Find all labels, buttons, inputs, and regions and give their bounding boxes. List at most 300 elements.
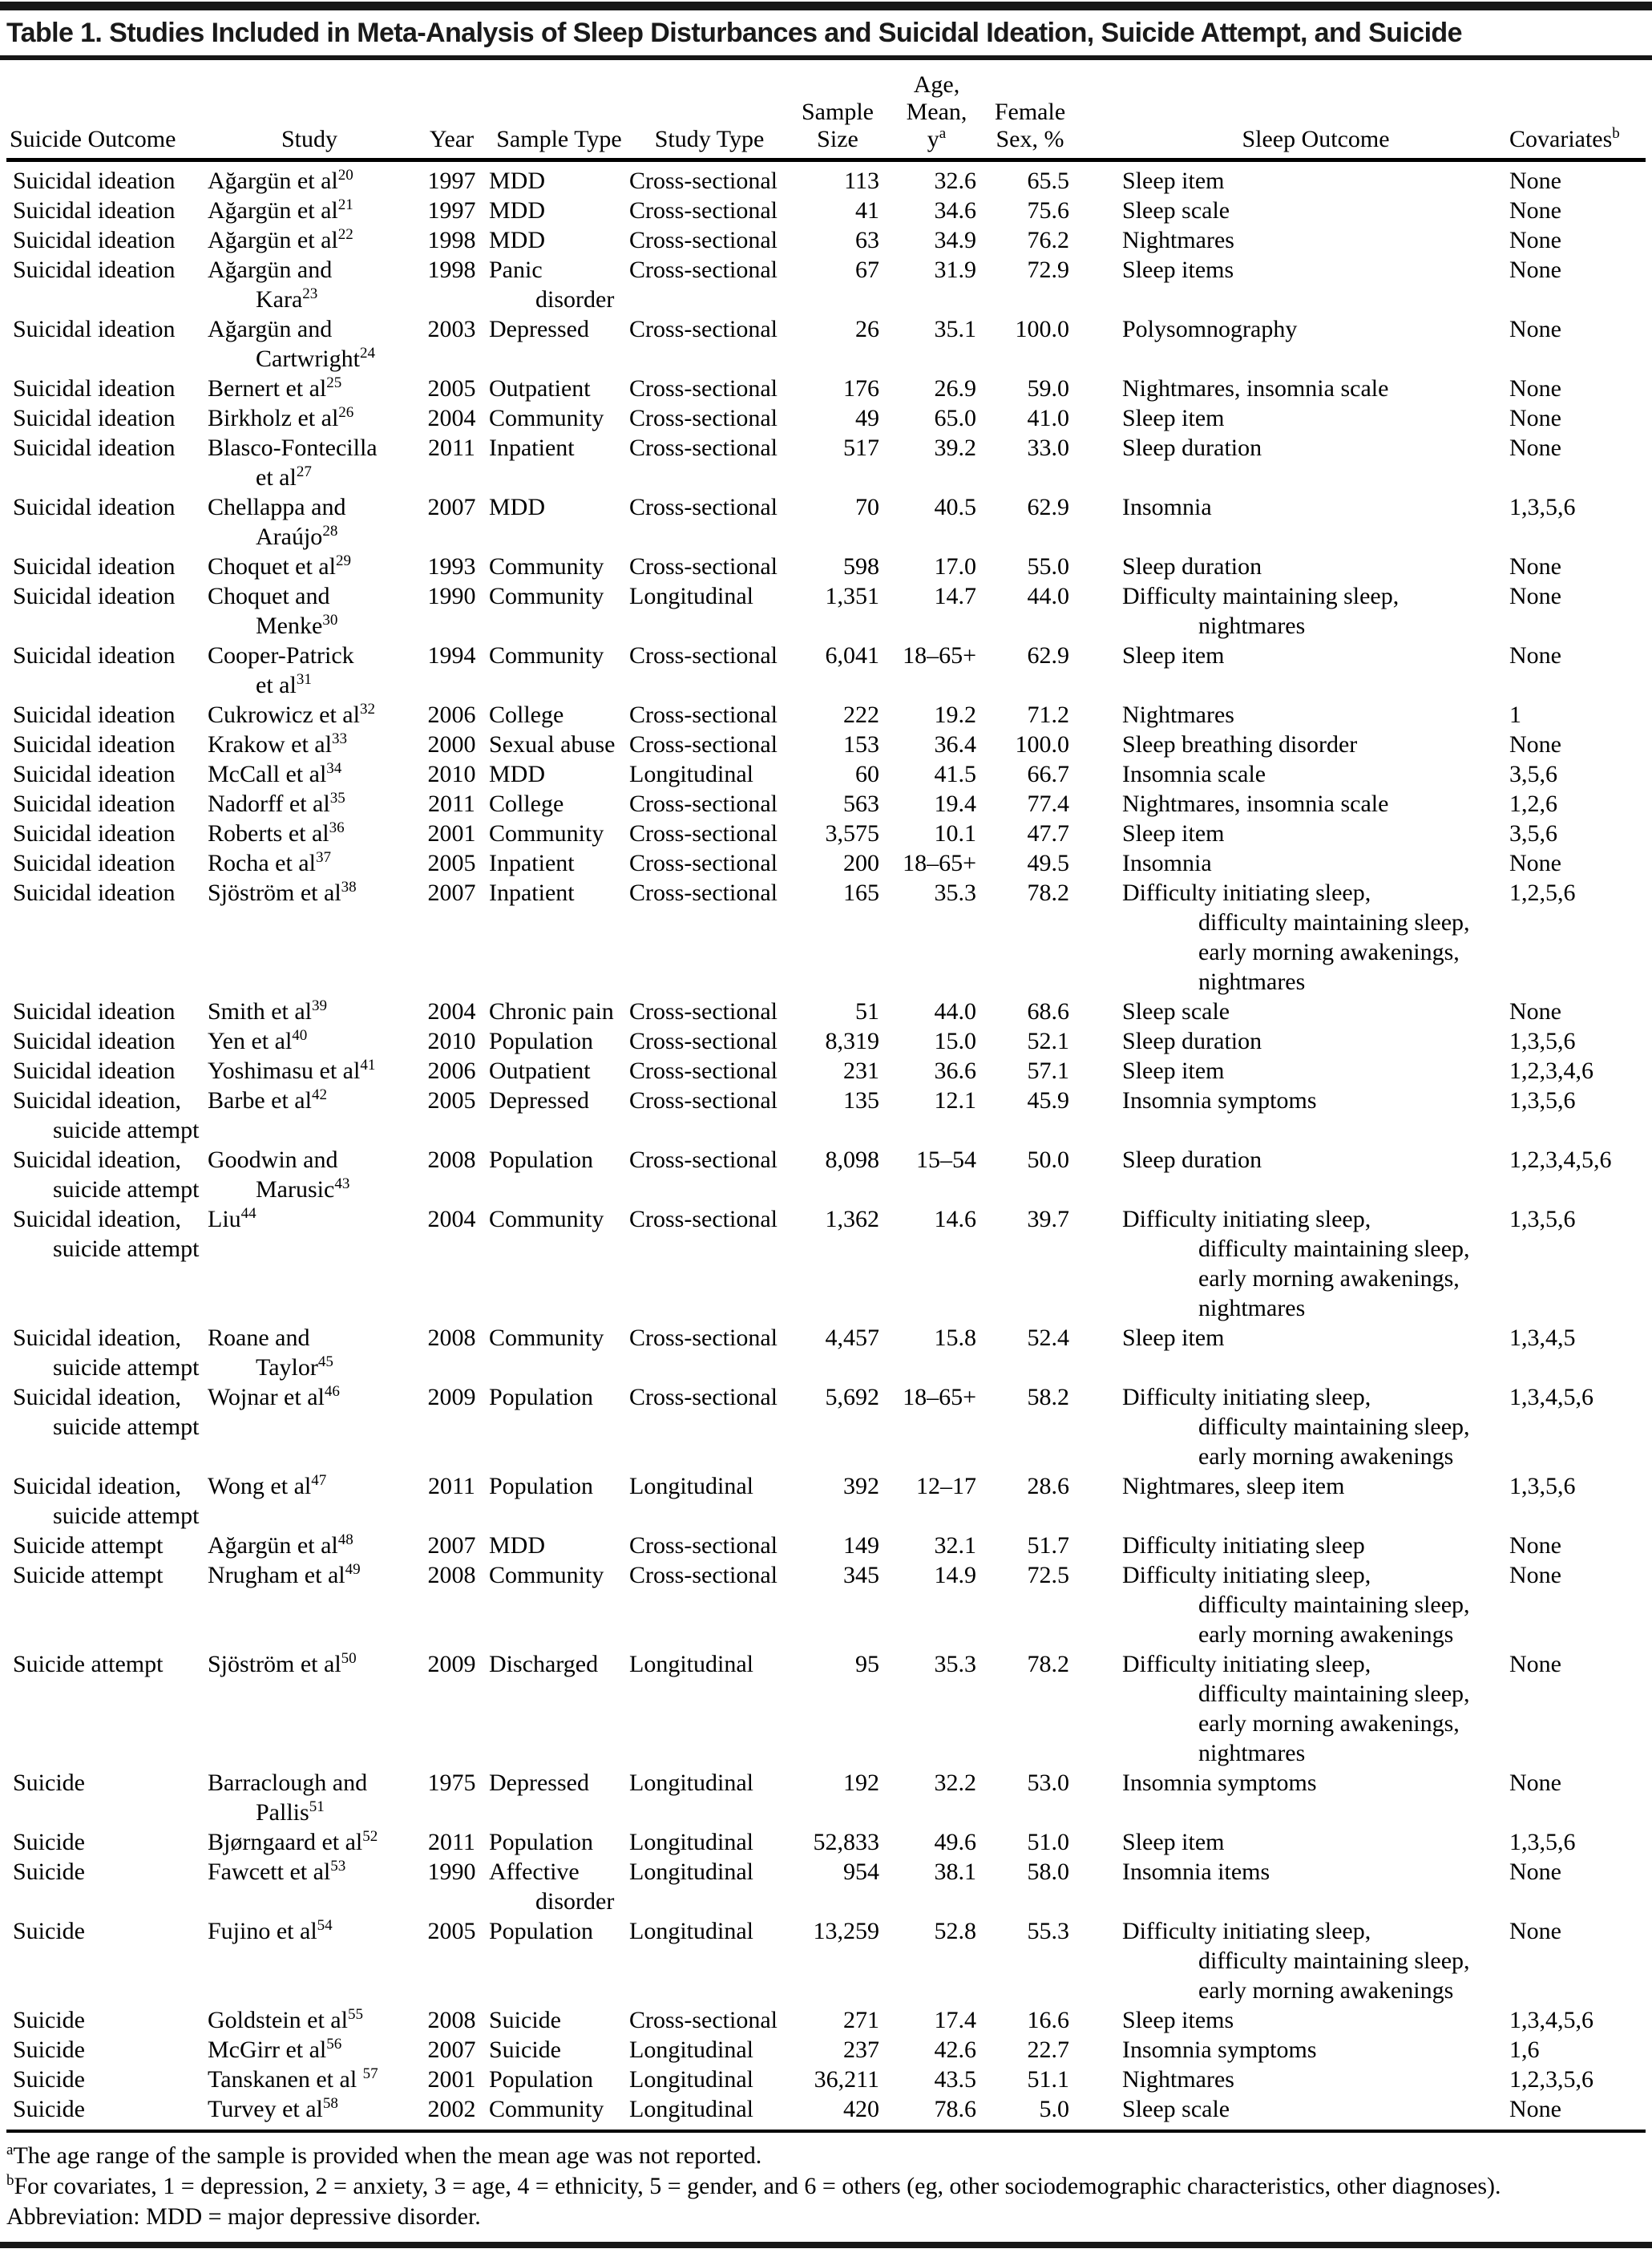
cell-study: Yen et $al^{40}$ xyxy=(208,1027,308,1054)
cell-covariates: None xyxy=(1509,642,1561,669)
cell-sample_type: Community xyxy=(489,642,604,669)
cell-sample_type: Population xyxy=(489,1147,594,1173)
cell-sleep_outcome: Sleep item xyxy=(1122,405,1225,431)
superscript: 23 xyxy=(302,285,318,302)
superscript: b xyxy=(1612,125,1620,142)
cell-year: 2005 xyxy=(427,375,476,402)
cell-sample_type: Community xyxy=(489,1325,604,1351)
cell-sleep_outcome: Sleep duration xyxy=(1122,553,1262,580)
cell-year: 1994 xyxy=(427,642,476,669)
cell-study: Goldstein et $al^{55}$ xyxy=(208,2006,363,2033)
table-row xyxy=(6,1857,1646,1916)
cell-sleep_outcome: Nightmares, insomnia scale xyxy=(1122,791,1389,817)
cell-covariates: None xyxy=(1509,1859,1561,1885)
cell-female_pct: 65.5 xyxy=(1027,168,1069,194)
table-row xyxy=(6,1323,1646,1382)
cell-study_type: Longitudinal xyxy=(629,1651,753,1677)
cell-age: 18–65+ xyxy=(903,642,976,669)
superscript: 30 xyxy=(322,612,338,629)
cell-covariates: 1,2,3,5,6 xyxy=(1509,2066,1593,2093)
table-row xyxy=(6,160,1646,196)
cell-female_pct: 57.1 xyxy=(1027,1058,1069,1084)
cell-female_pct: 75.6 xyxy=(1027,197,1069,224)
superscript: 43 xyxy=(334,1175,350,1192)
cell-year: 2011 xyxy=(428,435,475,461)
cell-outcome: Suicidal ideation xyxy=(13,583,176,609)
cell-sleep_outcome: Insomnia symptoms xyxy=(1122,2037,1317,2063)
cell-female_pct: 78.2 xyxy=(1027,1651,1069,1677)
cell-sleep_outcome: Sleep duration xyxy=(1122,435,1262,461)
cell-sample_size: 420 xyxy=(843,2096,879,2122)
cell-sample_size: 26 xyxy=(855,316,879,342)
cell-study_type: Longitudinal xyxy=(629,2096,753,2122)
cell-year: 1990 xyxy=(427,1859,476,1885)
cell-year: 1997 xyxy=(427,197,476,224)
cell-age: 26.9 xyxy=(934,375,976,402)
cell-sample_size: 517 xyxy=(843,435,879,461)
superscript: 31 xyxy=(296,671,312,688)
cell-age: 40.5 xyxy=(934,494,976,520)
cell-covariates: 1,2,5,6 xyxy=(1509,880,1576,906)
cell-outcome: Suicidal ideation xyxy=(13,761,176,787)
cell-age: 17.4 xyxy=(934,2007,976,2033)
table-row xyxy=(6,730,1646,759)
cell-outcome: Suicidal ideation xyxy=(13,791,176,817)
superscript: 37 xyxy=(315,849,331,866)
superscript: b xyxy=(6,2172,14,2189)
cell-sleep_outcome: Sleep item xyxy=(1122,820,1225,847)
cell-year: 2001 xyxy=(427,820,476,847)
cell-female_pct: 62.9 xyxy=(1027,642,1069,669)
superscript: 34 xyxy=(326,760,342,777)
superscript: 49 xyxy=(345,1561,361,1578)
cell-sample_type: Population xyxy=(489,2066,594,2093)
cell-study_type: Cross-sectional xyxy=(629,2007,778,2033)
superscript: 40 xyxy=(292,1027,308,1044)
cell-study_type: Cross-sectional xyxy=(629,642,778,669)
cell-sample_type: MDD xyxy=(489,197,546,224)
cell-study: Nadorff et $al^{35}$ xyxy=(208,790,345,817)
superscript: 22 xyxy=(337,226,353,243)
cell-study_type: Cross-sectional xyxy=(629,1325,778,1351)
cell-sleep_outcome: Sleep scale xyxy=(1122,998,1230,1025)
cell-female_pct: 100.0 xyxy=(1015,316,1069,342)
cell-study: Bernert et $al^{25}$ xyxy=(208,374,342,402)
table-row xyxy=(6,1056,1646,1086)
table-row xyxy=(6,2094,1646,2131)
cell-study: Ağargün et $al^{22}$ xyxy=(208,226,353,253)
cell-female_pct: 72.5 xyxy=(1027,1562,1069,1588)
cell-sample_size: 392 xyxy=(843,1473,879,1499)
cell-age: 35.3 xyxy=(934,1651,976,1677)
cell-female_pct: 100.0 xyxy=(1015,731,1069,758)
cell-sleep_outcome: Sleep item xyxy=(1122,168,1225,194)
cell-sample_type: Community xyxy=(489,553,604,580)
cell-age: 78.6 xyxy=(934,2096,976,2122)
cell-year: 2011 xyxy=(428,1473,475,1499)
cell-study_type: Cross-sectional xyxy=(629,1087,778,1114)
cell-outcome: Suicidal ideation xyxy=(13,850,176,876)
cell-study_type: Cross-sectional xyxy=(629,998,778,1025)
cell-sample_type: Community xyxy=(489,820,604,847)
table-row xyxy=(6,2035,1646,2065)
table-row xyxy=(6,819,1646,848)
cell-sleep_outcome: Difficulty initiating sleep, difficulty maintaining sleep, early morning awakenings, nightmares xyxy=(1122,1206,1470,1321)
cell-study_type: Cross-sectional xyxy=(629,702,778,728)
table-row xyxy=(6,552,1646,581)
cell-age: 10.1 xyxy=(934,820,976,847)
cell-covariates: None xyxy=(1509,168,1561,194)
cell-covariates: 3,5,6 xyxy=(1509,761,1557,787)
cell-study_type: Longitudinal xyxy=(629,1473,753,1499)
cell-sample_type: Suicide xyxy=(489,2007,561,2033)
cell-age: 19.4 xyxy=(934,791,976,817)
cell-sample_size: 3,575 xyxy=(825,820,879,847)
cell-study: Goodwin and Marusic$^{43}$ xyxy=(208,1147,350,1203)
superscript: 24 xyxy=(359,345,375,362)
cell-age: 18–65+ xyxy=(903,1384,976,1410)
cell-study_type: Cross-sectional xyxy=(629,375,778,402)
cell-study_type: Longitudinal xyxy=(629,583,753,609)
cell-female_pct: 72.9 xyxy=(1027,257,1069,283)
cell-sample_size: 95 xyxy=(855,1651,879,1677)
superscript: a xyxy=(6,2142,14,2158)
superscript: 42 xyxy=(311,1086,327,1103)
cell-female_pct: 68.6 xyxy=(1027,998,1069,1025)
cell-year: 2007 xyxy=(427,880,476,906)
column-header-sample_size: Sample Size xyxy=(790,60,886,160)
cell-outcome: Suicide attempt xyxy=(13,1562,164,1588)
cell-study: Ağargün and Kara$^{23}$ xyxy=(208,257,333,313)
cell-sleep_outcome: Insomnia xyxy=(1122,494,1212,520)
superscript: 45 xyxy=(317,1353,333,1370)
table-row xyxy=(6,374,1646,403)
cell-study: Blasco-Fontecilla et $al^{27}$ xyxy=(208,435,378,491)
cell-sample_size: 237 xyxy=(843,2037,879,2063)
cell-sleep_outcome: Nightmares xyxy=(1122,2066,1234,2093)
cell-female_pct: 41.0 xyxy=(1027,405,1069,431)
table-row xyxy=(6,433,1646,492)
cell-age: 12–17 xyxy=(916,1473,976,1499)
table-row xyxy=(6,1768,1646,1827)
superscript: 52 xyxy=(362,1828,378,1845)
cell-sample_size: 149 xyxy=(843,1532,879,1559)
cell-study_type: Cross-sectional xyxy=(629,1384,778,1410)
cell-year: 2000 xyxy=(427,731,476,758)
cell-female_pct: 52.1 xyxy=(1027,1028,1069,1054)
cell-sample_size: 222 xyxy=(843,702,879,728)
cell-covariates: None xyxy=(1509,227,1561,253)
cell-study_type: Cross-sectional xyxy=(629,227,778,253)
cell-study_type: Cross-sectional xyxy=(629,553,778,580)
cell-sample_size: 60 xyxy=(855,761,879,787)
cell-sample_type: Community xyxy=(489,405,604,431)
cell-covariates: None xyxy=(1509,998,1561,1025)
cell-sample_type: Community xyxy=(489,583,604,609)
cell-female_pct: 5.0 xyxy=(1039,2096,1069,2122)
superscript: 56 xyxy=(326,2036,342,2053)
cell-sample_size: 200 xyxy=(843,850,879,876)
cell-sample_size: 598 xyxy=(843,553,879,580)
cell-covariates: 1,3,4,5,6 xyxy=(1509,2007,1593,2033)
table-row xyxy=(6,225,1646,255)
superscript: 32 xyxy=(359,701,375,718)
table-row xyxy=(6,314,1646,374)
table-row xyxy=(6,1471,1646,1531)
cell-sample_size: 36,211 xyxy=(814,2066,879,2093)
cell-female_pct: 78.2 xyxy=(1027,880,1069,906)
cell-sample_size: 70 xyxy=(855,494,879,520)
cell-sample_type: MDD xyxy=(489,761,546,787)
cell-covariates: None xyxy=(1509,405,1561,431)
cell-age: 15–54 xyxy=(916,1147,976,1173)
cell-study_type: Cross-sectional xyxy=(629,880,778,906)
cell-age: 42.6 xyxy=(934,2037,976,2063)
table-row xyxy=(6,581,1646,641)
table-row xyxy=(6,492,1646,552)
footnote: $^a$The age range of the sample is provided when the mean age was not reported. xyxy=(6,2142,762,2169)
cell-age: 34.9 xyxy=(934,227,976,253)
cell-year: 1998 xyxy=(427,227,476,253)
cell-sleep_outcome: Insomnia xyxy=(1122,850,1212,876)
cell-outcome: Suicide xyxy=(13,1859,85,1885)
table-row xyxy=(6,878,1646,997)
cell-sample_size: 8,319 xyxy=(825,1028,879,1054)
table-row xyxy=(6,196,1646,225)
cell-sample_size: 52,833 xyxy=(813,1829,879,1855)
superscript: a xyxy=(939,125,947,142)
superscript: 46 xyxy=(324,1383,340,1400)
cell-sleep_outcome: Difficulty initiating sleep, difficulty maintaining sleep, early morning awakenings xyxy=(1122,1384,1470,1470)
cell-sleep_outcome: Polysomnography xyxy=(1122,316,1298,342)
cell-study: Ağargün and Cartwright$^{24}$ xyxy=(208,316,375,372)
cell-age: 41.5 xyxy=(934,761,976,787)
cell-sample_type: Affective disorder xyxy=(489,1859,615,1915)
superscript: 20 xyxy=(337,167,353,184)
cell-sample_type: Depressed xyxy=(489,1087,589,1114)
cell-sleep_outcome: Sleep item xyxy=(1122,642,1225,669)
cell-age: 36.6 xyxy=(934,1058,976,1084)
cell-year: 2004 xyxy=(427,1206,476,1232)
cell-sample_size: 8,098 xyxy=(825,1147,879,1173)
cell-female_pct: 44.0 xyxy=(1027,583,1069,609)
cell-sleep_outcome: Sleep item xyxy=(1122,1325,1225,1351)
cell-year: 2005 xyxy=(427,850,476,876)
cell-study_type: Longitudinal xyxy=(629,2037,753,2063)
cell-outcome: Suicidal ideation, suicide attempt xyxy=(13,1206,200,1262)
superscript: 50 xyxy=(341,1650,357,1667)
column-header-sample_type: Sample Type xyxy=(489,60,629,160)
cell-age: 38.1 xyxy=(934,1859,976,1885)
cell-sleep_outcome: Insomnia items xyxy=(1122,1859,1270,1885)
superscript: 29 xyxy=(335,552,351,569)
cell-sleep_outcome: Nightmares xyxy=(1122,702,1234,728)
cell-sample_size: 135 xyxy=(843,1087,879,1114)
cell-sample_size: 13,259 xyxy=(813,1918,879,1944)
table-row xyxy=(6,848,1646,878)
superscript: 33 xyxy=(331,730,347,747)
cell-study: Choquet and Menke$^{30}$ xyxy=(208,583,338,639)
cell-covariates: None xyxy=(1509,435,1561,461)
cell-covariates: 3,5,6 xyxy=(1509,820,1557,847)
cell-age: 36.4 xyxy=(934,731,976,758)
cell-age: 15.0 xyxy=(934,1028,976,1054)
cell-age: 12.1 xyxy=(934,1087,976,1114)
cell-outcome: Suicide xyxy=(13,1770,85,1796)
cell-sample_size: 67 xyxy=(855,257,879,283)
cell-sleep_outcome: Nightmares, sleep item xyxy=(1122,1473,1345,1499)
cell-study_type: Cross-sectional xyxy=(629,1147,778,1173)
cell-age: 31.9 xyxy=(934,257,976,283)
cell-year: 2008 xyxy=(427,1147,476,1173)
cell-female_pct: 76.2 xyxy=(1027,227,1069,253)
cell-age: 52.8 xyxy=(934,1918,976,1944)
cell-study: McCall et $al^{34}$ xyxy=(208,760,342,787)
table-row xyxy=(6,1560,1646,1649)
cell-sample_size: 49 xyxy=(855,405,879,431)
header-row xyxy=(6,60,1646,160)
table-row xyxy=(6,255,1646,314)
cell-covariates: None xyxy=(1509,257,1561,283)
cell-sample_size: 176 xyxy=(843,375,879,402)
cell-covariates: None xyxy=(1509,197,1561,224)
cell-sample_size: 1,362 xyxy=(825,1206,879,1232)
column-header-outcome: Suicide Outcome xyxy=(6,60,204,160)
cell-study: Roberts et $al^{36}$ xyxy=(208,819,345,847)
cell-sample_type: Discharged xyxy=(489,1651,599,1677)
cell-study: Smith et $al^{39}$ xyxy=(208,997,327,1025)
column-header-year: Year xyxy=(414,60,489,160)
cell-study: Choquet et $al^{29}$ xyxy=(208,552,351,580)
table-body xyxy=(6,160,1646,2132)
cell-sample_type: Outpatient xyxy=(489,1058,591,1084)
superscript: 27 xyxy=(296,463,312,480)
cell-age: 14.6 xyxy=(934,1206,976,1232)
cell-study_type: Cross-sectional xyxy=(629,435,778,461)
cell-covariates: 1,3,5,6 xyxy=(1509,494,1576,520)
cell-study: Cooper-Patrick et $al^{31}$ xyxy=(208,642,354,698)
cell-study: Yoshimasu et $al^{41}$ xyxy=(208,1057,376,1084)
cell-outcome: Suicidal ideation xyxy=(13,820,176,847)
cell-age: 14.7 xyxy=(934,583,976,609)
cell-age: 34.6 xyxy=(934,197,976,224)
cell-sample_type: Inpatient xyxy=(489,850,575,876)
cell-covariates: None xyxy=(1509,850,1561,876)
cell-outcome: Suicidal ideation xyxy=(13,257,176,283)
cell-sleep_outcome: Sleep item xyxy=(1122,1829,1225,1855)
cell-covariates: 1 xyxy=(1509,702,1521,728)
cell-year: 2004 xyxy=(427,405,476,431)
cell-study_type: Longitudinal xyxy=(629,1859,753,1885)
cell-study: Barbe et $al^{42}$ xyxy=(208,1086,327,1114)
cell-age: 32.1 xyxy=(934,1532,976,1559)
cell-study: Liu$^{44}$ xyxy=(208,1205,256,1232)
cell-study: Ağargün et $al^{20}$ xyxy=(208,167,353,194)
table-row xyxy=(6,1204,1646,1323)
cell-sample_size: 4,457 xyxy=(825,1325,879,1351)
cell-sample_size: 5,692 xyxy=(825,1384,879,1410)
cell-outcome: Suicidal ideation xyxy=(13,880,176,906)
cell-sample_size: 231 xyxy=(843,1058,879,1084)
cell-year: 2009 xyxy=(427,1384,476,1410)
table-title: Table 1. Studies Included in Meta-Analysis of Sleep Disturbances and Suicidal Ideation, Suicide Attempt, and Suicide xyxy=(6,18,1462,48)
cell-study_type: Cross-sectional xyxy=(629,405,778,431)
cell-age: 43.5 xyxy=(934,2066,976,2093)
cell-sample_size: 954 xyxy=(843,1859,879,1885)
cell-year: 1997 xyxy=(427,168,476,194)
column-header-female_pct: Female Sex, % xyxy=(988,60,1072,160)
superscript: 41 xyxy=(360,1057,376,1074)
cell-study_type: Cross-sectional xyxy=(629,316,778,342)
cell-sample_size: 153 xyxy=(843,731,879,758)
cell-sleep_outcome: Difficulty initiating sleep, difficulty maintaining sleep, early morning awakenings, nightmares xyxy=(1122,1651,1470,1766)
cell-outcome: Suicidal ideation xyxy=(13,227,176,253)
cell-covariates: 1,3,5,6 xyxy=(1509,1087,1576,1114)
cell-sample_type: Community xyxy=(489,1562,604,1588)
cell-study: Fujino et $al^{54}$ xyxy=(208,1917,333,1944)
cell-study: Rocha et $al^{37}$ xyxy=(208,849,331,876)
cell-study_type: Cross-sectional xyxy=(629,791,778,817)
cell-sample_size: 113 xyxy=(844,168,879,194)
table-row xyxy=(6,759,1646,789)
cell-outcome: Suicide xyxy=(13,2007,85,2033)
cell-outcome: Suicidal ideation xyxy=(13,642,176,669)
footnote: $^b$For covariates, 1 = depression, 2 = anxiety, 3 = age, 4 = ethnicity, 5 = gender, and 6 = others (eg, other sociodemographic characteristics, other diagnoses). xyxy=(6,2172,1501,2199)
cell-study_type: Cross-sectional xyxy=(629,731,778,758)
cell-study: Nrugham et $al^{49}$ xyxy=(208,1561,361,1588)
table-row xyxy=(6,1026,1646,1056)
cell-study_type: Longitudinal xyxy=(629,1829,753,1855)
table-row xyxy=(6,1086,1646,1145)
table-header xyxy=(6,60,1646,160)
cell-sample_size: 563 xyxy=(843,791,879,817)
cell-sample_type: College xyxy=(489,702,564,728)
cell-year: 1993 xyxy=(427,553,476,580)
cell-sample_type: MDD xyxy=(489,227,546,253)
cell-year: 2011 xyxy=(428,791,475,817)
cell-sample_size: 271 xyxy=(843,2007,879,2033)
table-row xyxy=(6,789,1646,819)
cell-covariates: None xyxy=(1509,583,1561,609)
superscript: 57 xyxy=(362,2065,378,2082)
cell-covariates: None xyxy=(1509,1651,1561,1677)
cell-age: 65.0 xyxy=(934,405,976,431)
cell-sample_type: Sexual abuse xyxy=(489,731,616,758)
cell-outcome: Suicide xyxy=(13,1829,85,1855)
cell-outcome: Suicidal ideation, suicide attempt xyxy=(13,1384,200,1440)
cell-covariates: None xyxy=(1509,316,1561,342)
cell-sleep_outcome: Difficulty initiating sleep, difficulty maintaining sleep, early morning awakenings xyxy=(1122,1918,1470,2004)
cell-study_type: Cross-sectional xyxy=(629,257,778,283)
cell-study: Ağargün et $al^{48}$ xyxy=(208,1531,353,1559)
column-header-study_type: Study Type xyxy=(629,60,790,160)
cell-study: Birkholz et $al^{26}$ xyxy=(208,404,354,431)
cell-sample_size: 192 xyxy=(843,1770,879,1796)
studies-table xyxy=(6,60,1646,2133)
cell-covariates: None xyxy=(1509,1562,1561,1588)
cell-outcome: Suicidal ideation xyxy=(13,405,176,431)
cell-age: 49.6 xyxy=(934,1829,976,1855)
cell-year: 2001 xyxy=(427,2066,476,2093)
cell-sleep_outcome: Insomnia symptoms xyxy=(1122,1770,1317,1796)
cell-sample_type: Community xyxy=(489,2096,604,2122)
cell-study_type: Cross-sectional xyxy=(629,1028,778,1054)
cell-sample_type: Population xyxy=(489,1829,594,1855)
cell-female_pct: 49.5 xyxy=(1027,850,1069,876)
cell-outcome: Suicidal ideation xyxy=(13,998,176,1025)
cell-study_type: Cross-sectional xyxy=(629,494,778,520)
cell-study_type: Cross-sectional xyxy=(629,820,778,847)
